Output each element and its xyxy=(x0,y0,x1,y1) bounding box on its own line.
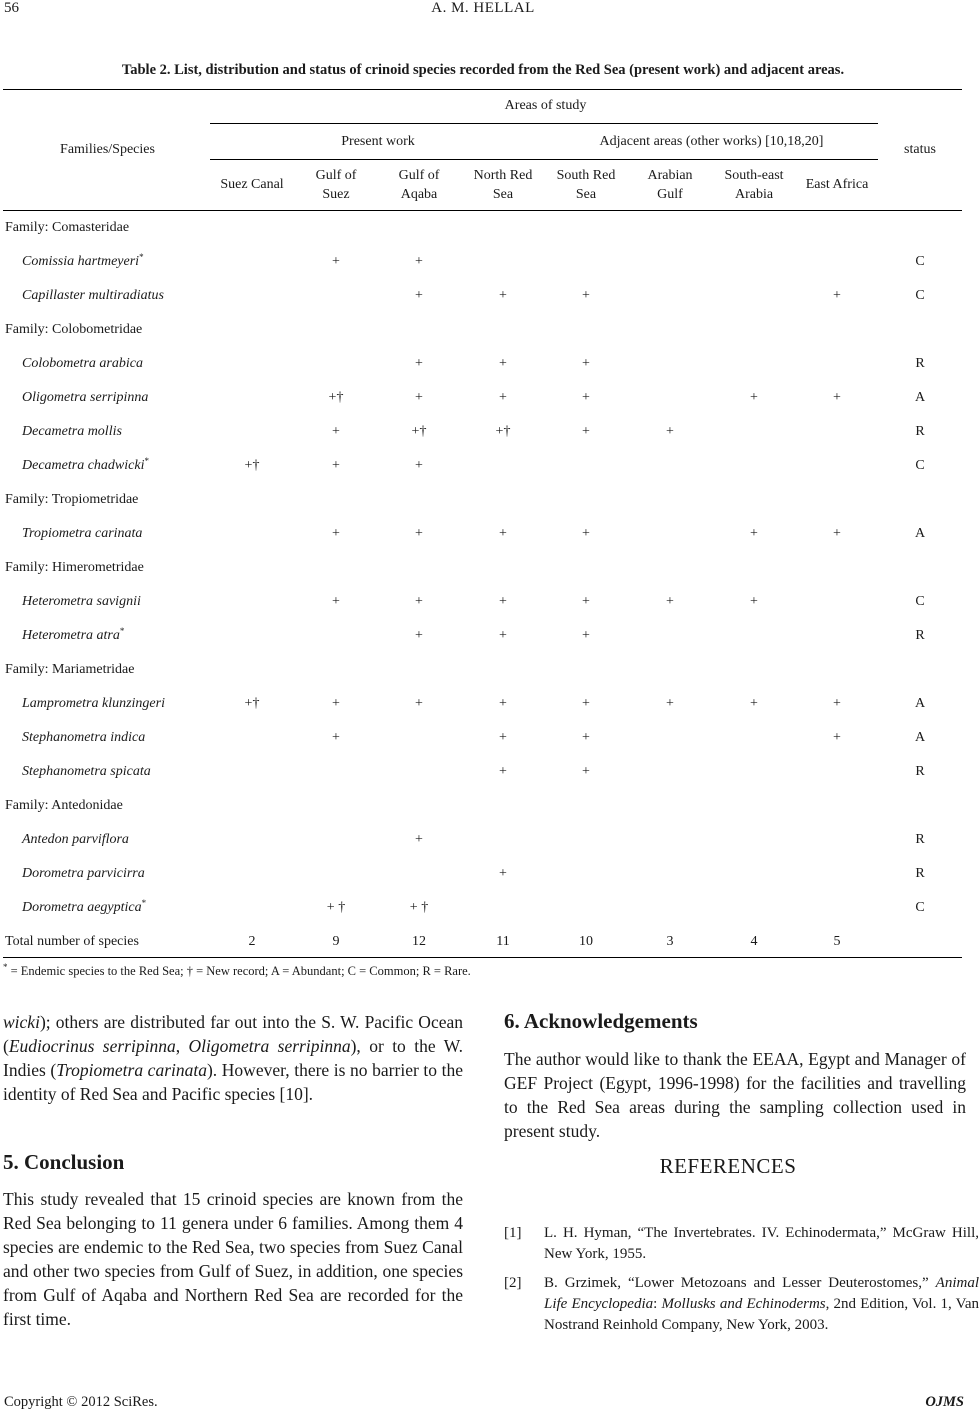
distribution-cell: 5 xyxy=(833,934,841,949)
distribution-cell: + xyxy=(582,526,590,541)
distribution-cell: 11 xyxy=(496,934,510,949)
text-run: ), or to the W. Indies ( xyxy=(3,1036,463,1080)
header-area-line: South Red xyxy=(556,168,616,183)
running-title: A. M. HELLAL xyxy=(431,0,535,16)
header-area-2 xyxy=(377,166,461,204)
reference-number: [1] xyxy=(504,1225,522,1241)
left-column-intro xyxy=(3,1010,463,1106)
footnote-text: = Endemic species to the Red Sea; † = New record; A = Abundant; C = Common; R = Rare. xyxy=(7,964,471,978)
distribution-cell: + xyxy=(750,696,758,711)
status-cell: R xyxy=(915,832,925,847)
header-families-species: Families/Species xyxy=(60,142,155,157)
distribution-cell: +† xyxy=(495,424,511,439)
conclusion-paragraph: This study revealed that 15 crinoid species are known from the Red Sea belonging to 11 genera under 6 families. Among them 4 species are endemic to the Red Sea, two species from Suez Canal and other two species from Gulf of Suez, in addition, one species from Gulf of Aqaba and Northern Red Sea are recorded for the first time. xyxy=(3,1189,463,1329)
distribution-cell: + xyxy=(332,458,340,473)
table-bottom-rule xyxy=(3,957,962,958)
distribution-cell: + xyxy=(582,356,590,371)
species-name: Stephanometra indica xyxy=(22,730,146,745)
header-area-line: Aqaba xyxy=(400,187,438,202)
distribution-cell: + xyxy=(582,696,590,711)
distribution-cell: + xyxy=(833,730,841,745)
distribution-cell: + xyxy=(582,628,590,643)
distribution-cell: + xyxy=(666,696,674,711)
total-row xyxy=(0,925,966,959)
distribution-cell: +† xyxy=(244,696,260,711)
acknowledgements-heading: 6. Acknowledgements xyxy=(504,1009,698,1033)
family-label: Family: Tropiometridae xyxy=(5,492,139,507)
header-area-6 xyxy=(712,166,796,204)
reference-text xyxy=(544,1273,979,1336)
footer-copyright: Copyright © 2012 SciRes. xyxy=(4,1394,158,1410)
distribution-cell: + xyxy=(666,594,674,609)
status-cell: C xyxy=(915,900,925,915)
distribution-cell: + xyxy=(332,254,340,269)
status-cell: C xyxy=(915,594,925,609)
distribution-cell: + xyxy=(499,866,507,881)
status-cell: R xyxy=(915,866,925,881)
distribution-cell: + xyxy=(833,288,841,303)
distribution-cell: + xyxy=(415,832,423,847)
distribution-cell: + † xyxy=(326,900,346,915)
status-cell: R xyxy=(915,356,925,371)
distribution-cell: 2 xyxy=(248,934,256,949)
distribution-cell: 9 xyxy=(332,934,340,949)
distribution-cell: + xyxy=(833,390,841,405)
endemic-marker: * xyxy=(144,456,149,466)
header-area-0 xyxy=(210,175,294,194)
species-name: Decametra mollis xyxy=(22,424,122,439)
species-name: Oligometra serripinna xyxy=(22,390,149,405)
species-italic: Eudiocrinus serripinna xyxy=(8,1036,176,1056)
status-cell: R xyxy=(915,628,925,643)
species-italic: wicki xyxy=(3,1012,40,1032)
distribution-cell: + xyxy=(332,526,340,541)
species-row xyxy=(0,517,966,551)
table-top-rule xyxy=(3,89,962,90)
species-name: Tropiometra carinata xyxy=(22,526,143,541)
header-area-3 xyxy=(461,166,545,204)
references-heading: REFERENCES xyxy=(659,1154,797,1178)
species-row xyxy=(0,585,966,619)
reference-number: [2] xyxy=(504,1275,522,1291)
species-name: Heterometra savignii xyxy=(22,594,141,609)
distribution-cell: + xyxy=(582,764,590,779)
status-cell: R xyxy=(915,424,925,439)
status-cell: C xyxy=(915,288,925,303)
species-row xyxy=(0,857,966,891)
distribution-cell: + xyxy=(332,424,340,439)
footnote-marker: * xyxy=(3,962,8,972)
distribution-cell: 3 xyxy=(666,934,674,949)
header-area-line: Sea xyxy=(492,187,514,202)
distribution-cell: + xyxy=(750,390,758,405)
distribution-cell: + xyxy=(415,254,423,269)
header-area-line: Gulf of xyxy=(398,168,440,183)
distribution-cell: + xyxy=(499,356,507,371)
distribution-cell: + xyxy=(750,526,758,541)
species-name: Heterometra atra* xyxy=(22,626,125,643)
total-label: Total number of species xyxy=(5,934,139,949)
distribution-cell: + xyxy=(582,424,590,439)
family-label: Family: Antedonidae xyxy=(5,798,123,813)
distribution-cell: + xyxy=(499,730,507,745)
distribution-cell: + xyxy=(750,594,758,609)
distribution-cell: + xyxy=(833,696,841,711)
reference-text-run: B. Grzimek, “Lower Metozoans and Lesser Deuterostomes,” xyxy=(544,1275,936,1291)
species-row xyxy=(0,245,966,279)
distribution-cell: +† xyxy=(411,424,427,439)
species-name: Dorometra parvicirra xyxy=(22,866,145,881)
header-present-work: Present work xyxy=(341,134,415,149)
intro-paragraph xyxy=(3,1010,463,1106)
text-run: ); others are distributed far out into the S. W. Pacific Ocean ( xyxy=(3,1012,463,1056)
distribution-cell: + xyxy=(582,288,590,303)
header-area-line: Suez xyxy=(322,187,350,202)
family-row xyxy=(0,789,966,823)
species-row xyxy=(0,449,966,483)
header-area-line: South-east xyxy=(724,168,784,183)
header-area-line: Arabia xyxy=(734,187,774,202)
distribution-cell: + xyxy=(582,594,590,609)
table-footnote xyxy=(3,964,471,979)
distribution-cell: + xyxy=(415,526,423,541)
status-cell: A xyxy=(914,696,926,711)
status-cell: A xyxy=(914,526,926,541)
family-row xyxy=(0,483,966,517)
distribution-cell: 10 xyxy=(579,934,593,949)
family-row xyxy=(0,653,966,687)
endemic-marker: * xyxy=(141,898,147,908)
species-row xyxy=(0,347,966,381)
distribution-cell: + xyxy=(415,696,423,711)
header-area-4 xyxy=(544,166,628,204)
distribution-cell: + xyxy=(499,594,507,609)
family-row xyxy=(0,211,966,245)
distribution-cell: + † xyxy=(409,900,429,915)
species-name: Colobometra arabica xyxy=(22,356,143,371)
distribution-cell: + xyxy=(415,356,423,371)
reference-title-italic: Animal Life Encyclopedia xyxy=(544,1275,979,1312)
distribution-cell: + xyxy=(499,764,507,779)
status-cell: A xyxy=(914,730,926,745)
conclusion-heading: 5. Conclusion xyxy=(3,1150,125,1174)
distribution-cell: + xyxy=(582,730,590,745)
species-name: Lamprometra klunzingeri xyxy=(22,696,165,711)
species-name: Stephanometra spicata xyxy=(22,764,151,779)
header-area-line: Arabian xyxy=(647,168,693,183)
text-run: ). However, there is no barrier to the identity of Red Sea and Pacific species [10]. xyxy=(3,1060,463,1104)
header-area-1 xyxy=(294,166,378,204)
endemic-marker: * xyxy=(119,626,125,636)
distribution-cell: + xyxy=(666,424,674,439)
reference-text-run: : xyxy=(653,1296,662,1312)
header-area-line: Gulf of xyxy=(315,168,357,183)
species-row xyxy=(0,823,966,857)
reference-text-run: , 2nd Edition, Vol. 1, Van Nostrand Reinhold Company, New York, 2003. xyxy=(544,1296,979,1333)
species-name: Decametra chadwicki* xyxy=(22,456,149,473)
distribution-cell: +† xyxy=(244,458,260,473)
species-row xyxy=(0,381,966,415)
species-row xyxy=(0,687,966,721)
family-label: Family: Mariametridae xyxy=(5,662,135,677)
status-cell: C xyxy=(915,254,925,269)
distribution-cell: + xyxy=(499,696,507,711)
family-row xyxy=(0,551,966,585)
species-name: Comissia hartmeyeri* xyxy=(22,252,144,269)
species-name: Antedon parviflora xyxy=(22,832,129,847)
distribution-cell: + xyxy=(582,390,590,405)
header-area-line: East Africa xyxy=(805,177,869,192)
page-number: 56 xyxy=(4,0,19,16)
distribution-cell: + xyxy=(415,628,423,643)
family-label: Family: Himerometridae xyxy=(5,560,144,575)
acknowledgements-paragraph: The author would like to thank the EEAA, Egypt and Manager of GEF Project (Egypt, 1996-1998) for the facilities and travelling to the Red Sea areas during the sampling collection used in present study. xyxy=(504,1049,966,1141)
status-cell: A xyxy=(914,390,926,405)
species-italic: Tropiometra carinata xyxy=(56,1060,207,1080)
status-cell: R xyxy=(915,764,925,779)
species-name: Dorometra aegyptica* xyxy=(22,898,147,915)
header-sub-rule xyxy=(210,159,878,160)
distribution-cell: + xyxy=(332,730,340,745)
distribution-cell: + xyxy=(499,526,507,541)
distribution-cell: + xyxy=(499,390,507,405)
species-italic: Oligometra serripinna xyxy=(188,1036,351,1056)
header-status: status xyxy=(904,142,936,157)
distribution-cell: 12 xyxy=(412,934,426,949)
distribution-cell: + xyxy=(499,628,507,643)
distribution-cell: + xyxy=(332,594,340,609)
family-label: Family: Colobometridae xyxy=(5,322,143,337)
species-row xyxy=(0,279,966,313)
header-adjacent-areas: Adjacent areas (other works) [10,18,20] xyxy=(599,134,824,149)
distribution-cell: + xyxy=(415,390,423,405)
distribution-cell: + xyxy=(415,594,423,609)
species-row xyxy=(0,891,966,925)
status-cell: C xyxy=(915,458,925,473)
species-name: Capillaster multiradiatus xyxy=(22,288,164,303)
distribution-cell: + xyxy=(415,288,423,303)
reference-title-italic: Mollusks and Echinoderms xyxy=(661,1296,826,1312)
family-label: Family: Comasteridae xyxy=(5,220,130,235)
header-areas-of-study: Areas of study xyxy=(504,98,587,113)
reference-text xyxy=(544,1223,979,1265)
header-area-5 xyxy=(628,166,712,204)
distribution-cell: + xyxy=(499,288,507,303)
distribution-cell: 4 xyxy=(750,934,758,949)
distribution-cell: + xyxy=(415,458,423,473)
distribution-cell: +† xyxy=(328,390,344,405)
distribution-cell: + xyxy=(833,526,841,541)
endemic-marker: * xyxy=(139,252,144,262)
header-area-7 xyxy=(795,175,879,194)
header-areas-rule xyxy=(210,123,878,124)
header-area-line: Gulf xyxy=(657,187,683,202)
table-caption: Table 2. List, distribution and status of crinoid species recorded from the Red Sea (present work) and adjacent areas. xyxy=(121,62,845,78)
header-area-line: North Red xyxy=(473,168,533,183)
header-area-line: Sea xyxy=(575,187,597,202)
distribution-cell: + xyxy=(332,696,340,711)
header-area-line: Suez Canal xyxy=(220,177,284,192)
footer-journal: OJMS xyxy=(925,1394,964,1410)
text-run: , xyxy=(175,1036,189,1056)
reference-text-run: L. H. Hyman, “The Invertebrates. IV. Echinodermata,” McGraw Hill, New York, 1955. xyxy=(544,1225,979,1262)
species-row xyxy=(0,619,966,653)
species-row xyxy=(0,415,966,449)
family-row xyxy=(0,313,966,347)
species-row xyxy=(0,755,966,789)
species-row xyxy=(0,721,966,755)
